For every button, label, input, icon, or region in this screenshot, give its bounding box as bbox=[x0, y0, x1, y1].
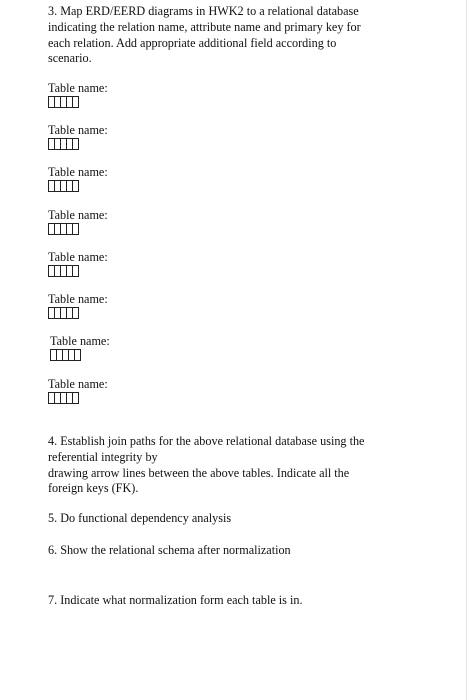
table-name-label: Table name: bbox=[48, 377, 108, 391]
table-placeholder bbox=[48, 292, 108, 319]
table-columns-icon bbox=[48, 180, 79, 192]
table-name-label: Table name: bbox=[48, 292, 108, 306]
table-placeholder bbox=[48, 250, 108, 277]
table-name-label: Table name: bbox=[48, 208, 108, 222]
question-3-line: indicating the relation name, attribute name and primary key for bbox=[48, 19, 361, 34]
question-3 bbox=[48, 4, 408, 67]
question-7 bbox=[48, 593, 408, 609]
table-columns-icon bbox=[48, 96, 79, 108]
question-4 bbox=[48, 434, 408, 497]
table-placeholder bbox=[48, 377, 108, 404]
question-5 bbox=[48, 511, 408, 527]
question-4-line: 4. Establish join paths for the above relational database using the bbox=[48, 434, 365, 448]
table-columns-icon bbox=[48, 307, 79, 319]
question-5-text: 5. Do functional dependency analysis bbox=[48, 511, 232, 525]
table-placeholder bbox=[48, 81, 108, 108]
table-name-label: Table name: bbox=[48, 81, 108, 95]
question-7-text: 7. Indicate what normalization form each table is in. bbox=[48, 593, 303, 607]
question-3-line: scenario. bbox=[48, 51, 92, 66]
table-columns-icon bbox=[48, 392, 79, 404]
table-columns-icon bbox=[50, 349, 81, 361]
table-placeholder bbox=[50, 334, 110, 361]
table-columns-icon bbox=[48, 265, 79, 277]
question-6-text: 6. Show the relational schema after normalization bbox=[48, 543, 291, 557]
question-6 bbox=[48, 543, 408, 559]
question-4-line: referential integrity by bbox=[48, 449, 158, 464]
question-4-line: drawing arrow lines between the above tables. Indicate all the bbox=[48, 465, 350, 480]
question-3-line: 3. Map ERD/EERD diagrams in HWK2 to a relational database bbox=[48, 4, 359, 18]
question-4-line: foreign keys (FK). bbox=[48, 481, 139, 496]
table-columns-icon bbox=[48, 223, 79, 235]
table-name-label: Table name: bbox=[48, 123, 108, 137]
table-name-label: Table name: bbox=[48, 165, 108, 179]
table-columns-icon bbox=[48, 138, 79, 150]
table-name-label: Table name: bbox=[50, 334, 110, 348]
table-name-label: Table name: bbox=[48, 250, 108, 264]
table-placeholder bbox=[48, 165, 108, 192]
question-3-line: each relation. Add appropriate additional field according to bbox=[48, 35, 337, 50]
table-placeholder bbox=[48, 208, 108, 235]
table-placeholder bbox=[48, 123, 108, 150]
